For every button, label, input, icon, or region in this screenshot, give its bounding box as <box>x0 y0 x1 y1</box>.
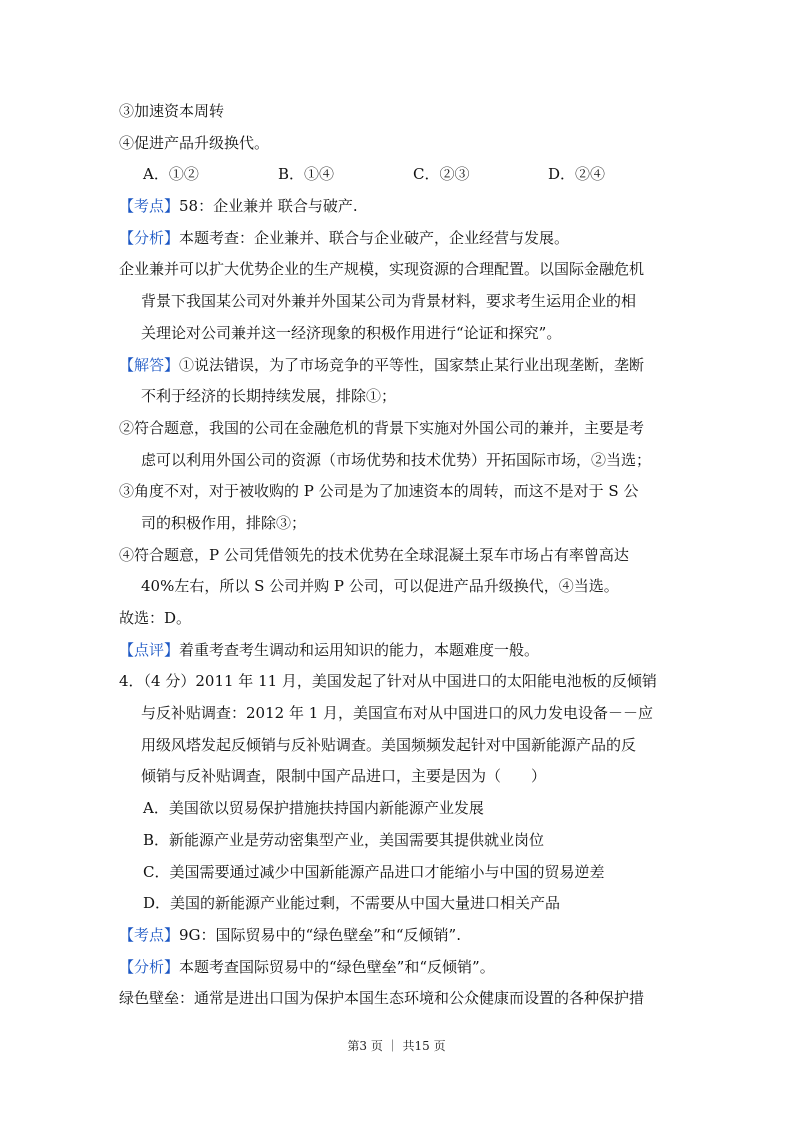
answer-paragraph: ②符合题意，我国的公司在金融危机的背景下实施对外国公司的兼并，主要是考 <box>119 418 645 437</box>
analysis-paragraph: 关理论对公司兼并这一经济现象的积极作用进行“论证和探究”。 <box>141 323 562 342</box>
answer-paragraph: 司的积极作用，排除③； <box>141 513 307 532</box>
choice-result: 故选：D。 <box>119 609 192 627</box>
jieda-line <box>119 350 675 382</box>
question-4-option-b: B．新能源产业是劳动密集型产业，美国需要其提供就业岗位 <box>143 830 545 849</box>
answer-paragraph: 虑可以利用外国公司的资源（市场优势和技术优势）开拓国际市场，②当选； <box>141 450 652 469</box>
page-footer: 第3 页 ｜ 共15 页 <box>347 1039 446 1053</box>
page-content <box>119 96 675 1015</box>
analysis-paragraph: 企业兼并可以扩大优势企业的生产规模，实现资源的合理配置。以国际金融危机 <box>119 260 645 279</box>
dianping-text: 着重考查考生调动和运用知识的能力，本题难度一般。 <box>179 640 540 659</box>
item-4: ④促进产品升级换代。 <box>119 133 270 152</box>
kaodian-line <box>119 920 675 952</box>
question-4-stem: 倾销与反补贴调查，限制中国产品进口，主要是因为（ ） <box>141 767 547 786</box>
question-4-stem: 与反补贴调查：2012 年 1 月，美国宣布对从中国进口的风力发电设备－－应 <box>141 704 654 723</box>
question-4-option-a: A．美国欲以贸易保护措施扶持国内新能源产业发展 <box>143 799 484 818</box>
fenxi-tag: 【分析】 <box>119 957 180 976</box>
analysis-paragraph: 绿色壁垒：通常是进出口国为保护本国生态环境和公众健康而设置的各种保护措 <box>119 989 645 1008</box>
item-3: ③加速资本周转 <box>119 102 225 120</box>
answer-paragraph: 不利于经济的长期持续发展，排除①； <box>141 387 397 406</box>
answer-paragraph: ③角度不对，对于被收购的 P 公司是为了加速资本的周转，而这不是对于 S 公 <box>119 482 639 501</box>
option-a: A．①② <box>143 165 199 184</box>
kaodian-tag: 【考点】 <box>119 925 180 944</box>
dianping-line <box>119 635 675 667</box>
fenxi-line <box>119 223 675 255</box>
kaodian-text: 9G：国际贸易中的“绿色壁垒”和“反倾销”. <box>179 925 461 944</box>
fenxi-tag: 【分析】 <box>119 228 180 247</box>
jieda-tag: 【解答】 <box>119 355 180 374</box>
kaodian-line <box>119 191 675 223</box>
answer-paragraph: ④符合题意，P 公司凭借领先的技术优势在全球混凝土泵车市场占有率曾高达 <box>119 545 629 564</box>
answer-paragraph: 40%左右，所以 S 公司并购 P 公司，可以促进产品升级换代，④当选。 <box>141 577 619 596</box>
option-d: D．②④ <box>548 165 606 184</box>
question-4-option-d: D．美国的新能源产业能过剩，不需要从中国大量进口相关产品 <box>143 894 561 913</box>
option-b: B．①④ <box>278 165 335 184</box>
question-4-stem: 用级风塔发起反倾销与反补贴调查。美国频频发起针对中国新能源产品的反 <box>141 735 637 754</box>
fenxi-line <box>119 952 675 984</box>
analysis-paragraph: 背景下我国某公司对外兼并外国某公司为背景材料，要求考生运用企业的相 <box>141 292 637 311</box>
fenxi-text: 本题考查：企业兼并、联合与企业破产，企业经营与发展。 <box>179 228 570 247</box>
question-4-stem: 4．（4 分）2011 年 11 月，美国发起了针对从中国进口的太阳能电池板的反倾销 <box>119 672 657 691</box>
option-c: C．②③ <box>413 165 470 184</box>
answer-options <box>119 159 675 191</box>
jieda-text: ①说法错误，为了市场竞争的平等性，国家禁止某行业出现垄断，垄断 <box>179 355 645 374</box>
fenxi-text: 本题考查国际贸易中的“绿色壁垒”和“反倾销”。 <box>179 957 495 976</box>
dianping-tag: 【点评】 <box>119 640 180 659</box>
kaodian-tag: 【考点】 <box>119 197 180 216</box>
kaodian-text: 58：企业兼并 联合与破产. <box>179 197 358 216</box>
question-4-option-c: C．美国需要通过减少中国新能源产品进口才能缩小与中国的贸易逆差 <box>143 862 605 881</box>
